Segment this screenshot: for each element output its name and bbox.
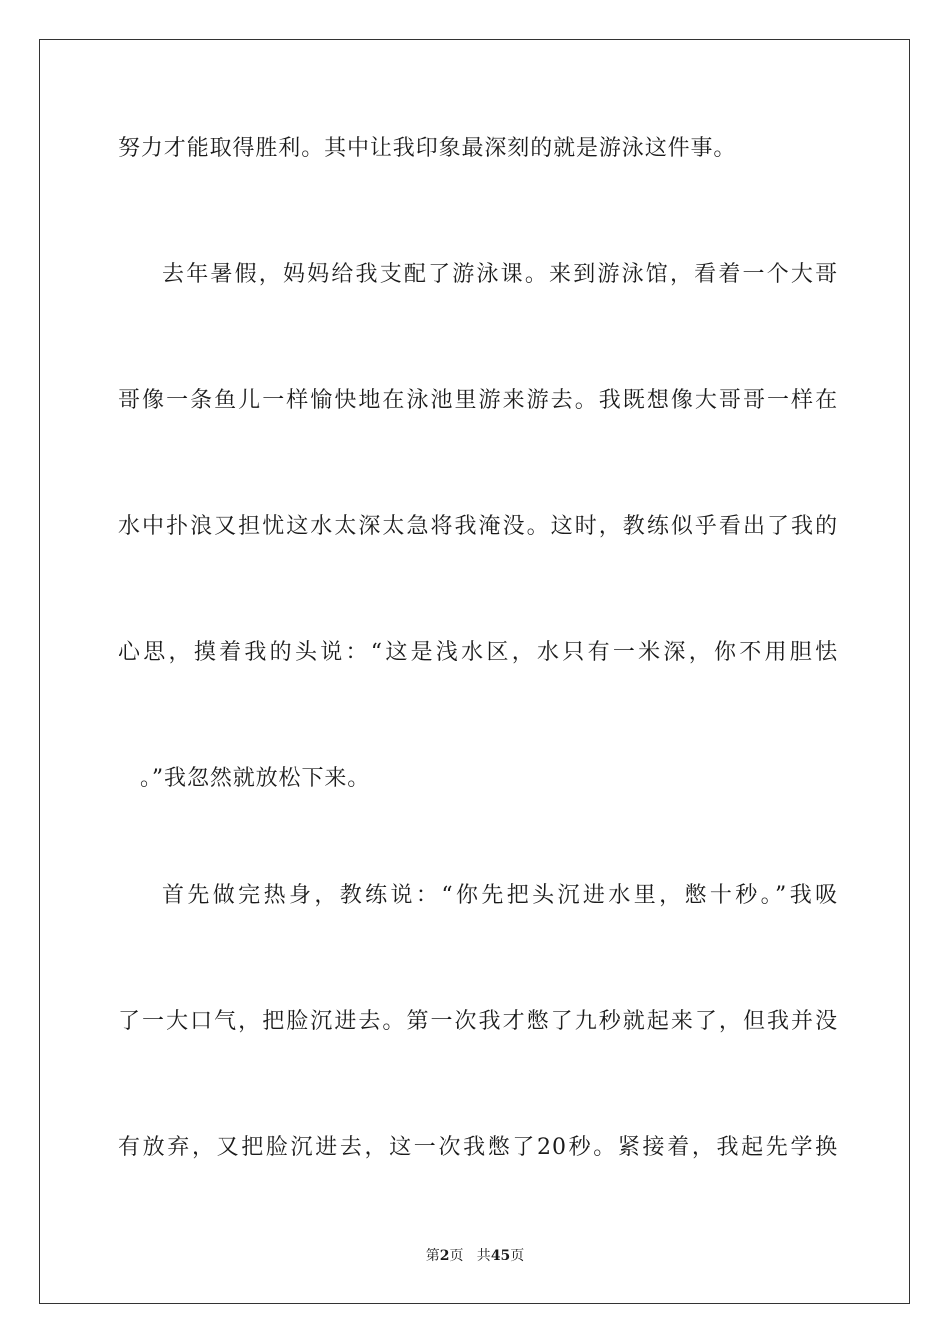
footer-mid: 页 共 xyxy=(449,1248,491,1264)
text-line-9: 有放弃，又把脸沉进去，这一次我憋了20秒。紧接着，我起先学换 xyxy=(118,1135,838,1160)
text-line-4: 水中扑浪又担忧这水太深太急将我淹没。这时，教练似乎看出了我的 xyxy=(118,514,838,539)
text-line-3: 哥像一条鱼儿一样愉快地在泳池里游来游去。我既想像大哥哥一样在 xyxy=(118,388,838,413)
footer-prefix: 第 xyxy=(425,1248,440,1264)
text-line-2: 去年暑假，妈妈给我支配了游泳课。来到游泳馆，看着一个大哥 xyxy=(162,262,838,287)
text-line-5: 心思，摸着我的头说：“这是浅水区，水只有一米深，你不用胆怯 xyxy=(118,640,838,665)
text-line-6: 。”我忽然就放松下来。 xyxy=(140,766,371,791)
text-line-1: 努力才能取得胜利。其中让我印象最深刻的就是游泳这件事。 xyxy=(118,136,737,161)
page-footer xyxy=(0,1245,950,1265)
text-line-8: 了一大口气，把脸沉进去。第一次我才憋了九秒就起来了，但我并没 xyxy=(118,1009,838,1034)
text-line-7: 首先做完热身，教练说：“你先把头沉进水里，憋十秒。”我吸 xyxy=(162,883,838,908)
footer-suffix: 页 xyxy=(510,1248,525,1264)
footer-total-pages: 45 xyxy=(490,1248,511,1264)
page-frame xyxy=(39,39,910,1304)
footer-current-page: 2 xyxy=(439,1248,450,1264)
